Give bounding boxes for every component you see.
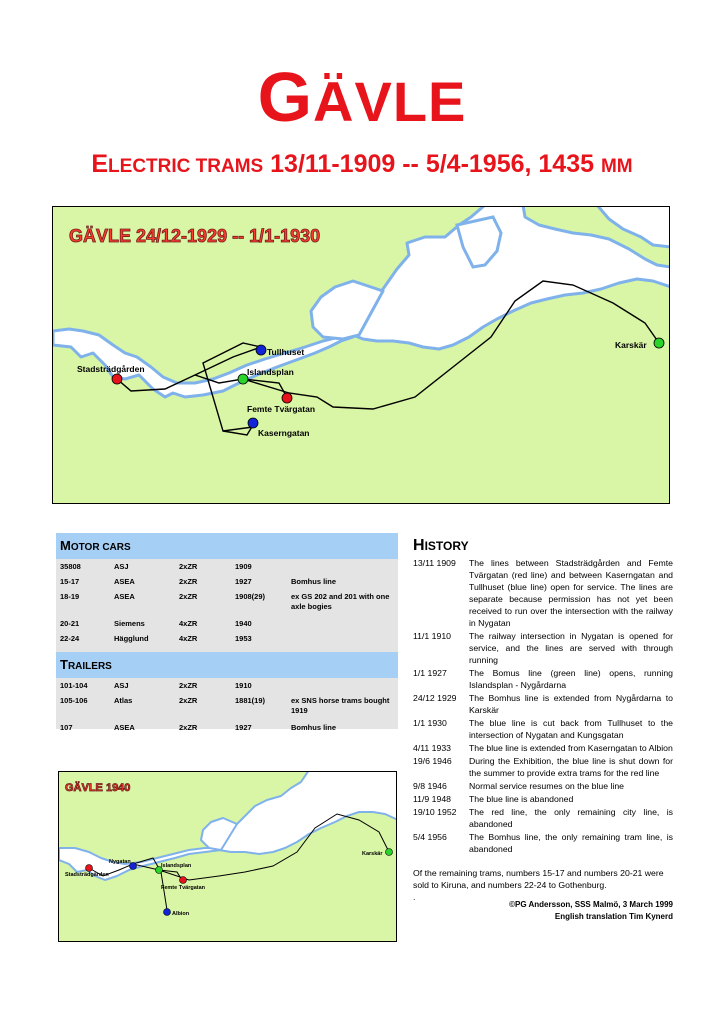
subtitle-e: E — [91, 150, 109, 178]
history-date: 1/1 1927 — [413, 668, 447, 678]
history-date: 19/6 1946 — [413, 756, 452, 766]
harbour-1940 — [219, 772, 397, 854]
table-row — [56, 693, 398, 720]
history-h-rest: ISTORY — [424, 539, 469, 553]
station-1940-islandsplan-label: Islandsplan — [161, 863, 192, 869]
page-subtitle — [0, 152, 724, 177]
station-karskar-dot — [654, 338, 664, 348]
station-1940-albion-dot — [164, 909, 171, 916]
cell-axles: 4xZR — [179, 634, 198, 643]
station-1940-karskar-dot — [386, 849, 393, 856]
cell-axles: 2xZR — [179, 696, 198, 705]
map-1929-svg — [53, 207, 670, 504]
history-date: 24/12 1929 — [413, 693, 457, 703]
map-1940-title: GÄVLE 1940 — [65, 782, 131, 794]
cell-axles: 2xZR — [179, 577, 198, 586]
harbour — [353, 207, 670, 349]
cell-axles: 2xZR — [179, 723, 198, 732]
map-1929-title: GÄVLE 24/12-1929 -- 1/1-1930 — [69, 226, 321, 246]
page-title — [0, 58, 724, 136]
table-row — [56, 589, 398, 616]
station-kaserngatan-dot — [248, 418, 258, 428]
history-text: The Bomhus line is extended from Nygårdarna to Karskär — [469, 693, 673, 715]
history-list — [413, 557, 673, 856]
station-1940-femte-label: Femte Tvärgatan — [161, 885, 206, 891]
history-text: The railway intersection in Nygatan is opened for service, and the lines are served with through running — [469, 631, 673, 665]
map-1940 — [58, 771, 397, 942]
motor-cars-h-rest: OTOR CARS — [70, 542, 131, 553]
history-text: The lines between Stadsträdgården and Femte Tvärgatan (red line) and between Kaserngatan and Tullhuset (blue line) open for service. The lines are separate because permission has not yet been received to run over the intersection with the railway in Nygatan — [469, 558, 673, 628]
station-femte-label: Femte Tvärgatan — [247, 404, 316, 414]
history-entry — [413, 780, 673, 792]
credits — [413, 899, 673, 923]
station-1940-stadstradgarden-label: Stadsträdgården — [65, 872, 109, 878]
cell-year: 1881(19) — [235, 696, 266, 705]
station-kaserngatan-label: Kaserngatan — [258, 428, 310, 438]
station-tullhuset-dot — [256, 345, 266, 355]
cell-maker: Hägglund — [114, 634, 149, 643]
cell-num: 35808 — [60, 562, 81, 571]
table-row — [56, 559, 398, 574]
map-1940-svg — [59, 772, 397, 942]
history-entry — [413, 717, 673, 741]
station-1940-stadstradgarden-dot — [86, 865, 93, 872]
station-femte-dot — [282, 393, 292, 403]
history-date: 11/1 1910 — [413, 631, 452, 641]
cell-note: Bomhus line — [291, 723, 337, 732]
cell-num: 20-21 — [60, 619, 80, 628]
cell-num: 15-17 — [60, 577, 80, 586]
station-1940-nygatan-label: Nygatan — [109, 859, 131, 865]
title-initial: G — [257, 58, 314, 136]
history-heading — [413, 537, 469, 555]
history-date: 5/4 1956 — [413, 832, 447, 842]
trailers-header — [56, 652, 398, 678]
trailers-h-first: T — [60, 657, 68, 672]
table-row — [56, 616, 398, 631]
cell-year: 1910 — [235, 681, 252, 690]
station-stadstradgarden-label: Stadsträdgården — [77, 364, 145, 374]
station-karskar-label: Karskär — [615, 340, 647, 350]
table-row — [56, 720, 398, 735]
history-entry — [413, 692, 673, 716]
motor-cars-h-first: M — [60, 538, 71, 553]
cell-num: 22-24 — [60, 634, 80, 643]
station-1940-albion-label: Albion — [172, 911, 190, 917]
cell-num: 101-104 — [60, 681, 88, 690]
cell-year: 1908(29) — [235, 592, 266, 601]
history-text: The red line, the only remaining city line, is abandoned — [469, 807, 673, 829]
credit-translator: English translation Tim Kynerd — [554, 912, 673, 921]
history-date: 9/8 1946 — [413, 781, 447, 791]
afterword-dot: . — [413, 892, 416, 902]
history-entry — [413, 667, 673, 691]
history-entry — [413, 557, 673, 629]
history-date: 11/9 1948 — [413, 794, 452, 804]
subtitle-mm: MM — [600, 156, 633, 177]
history-text: Normal service resumes on the blue line — [469, 781, 624, 791]
cell-year: 1927 — [235, 577, 252, 586]
cell-axles: 2xZR — [179, 681, 198, 690]
cell-num: 18-19 — [60, 592, 80, 601]
fleet-tables — [56, 533, 398, 732]
cell-num: 107 — [60, 723, 73, 732]
cell-axles: 2xZR — [179, 562, 198, 571]
history-entry — [413, 755, 673, 779]
cell-year: 1927 — [235, 723, 252, 732]
cell-year: 1909 — [235, 562, 252, 571]
history-afterword — [413, 867, 673, 903]
station-stadstradgarden-dot — [112, 374, 122, 384]
history-text: The Bomus line (green line) opens, running Islandsplan - Nygårdarna — [469, 668, 673, 690]
history-entry — [413, 793, 673, 805]
history-date: 1/1 1930 — [413, 718, 447, 728]
station-tullhuset-label: Tullhuset — [267, 347, 305, 357]
history-text: The blue line is cut back from Tullhuset to the intersection of Nygatan and Kungsgatan — [469, 718, 673, 740]
trailers-h-rest: RAILERS — [67, 661, 112, 672]
cell-maker: ASJ — [114, 681, 129, 690]
history-date: 19/10 1952 — [413, 807, 457, 817]
cell-axles: 4xZR — [179, 619, 198, 628]
credit-author: ©PG Andersson, SSS Malmö, 3 March 1999 — [509, 900, 673, 909]
history-date: 4/11 1933 — [413, 743, 452, 753]
cell-maker: ASEA — [114, 592, 135, 601]
cell-year: 1940 — [235, 619, 252, 628]
cell-maker: Siemens — [114, 619, 145, 628]
cell-axles: 2xZR — [179, 592, 198, 601]
history-h-first: H — [413, 537, 425, 554]
table-row — [56, 574, 398, 589]
cell-maker: ASEA — [114, 577, 135, 586]
table-row — [56, 678, 398, 693]
history-text: The Bomhus line, the only remaining tram line, is abandoned — [469, 832, 673, 854]
history-entry — [413, 630, 673, 666]
history-entry — [413, 742, 673, 754]
station-1940-femte-dot — [180, 877, 187, 884]
cell-note: Bomhus line — [291, 577, 337, 586]
subtitle-lectric: LECTRIC TRAMS — [108, 156, 264, 177]
cell-note: ex GS 202 and 201 with one axle bogies — [291, 592, 390, 611]
cell-year: 1953 — [235, 634, 252, 643]
motor-cars-header — [56, 533, 398, 559]
cell-num: 105-106 — [60, 696, 88, 705]
table-row — [56, 631, 398, 646]
title-rest: ÄVLE — [313, 70, 467, 133]
station-islandsplan-label: Islandsplan — [247, 367, 294, 377]
history-entry — [413, 831, 673, 855]
afterword-text: Of the remaining trams, numbers 15-17 and numbers 20-21 were sold to Kiruna, and numbers 22-24 to Gothenburg. — [413, 868, 664, 890]
cell-maker: ASJ — [114, 562, 129, 571]
history-text: The blue line is abandoned — [469, 794, 574, 804]
history-date: 13/11 1909 — [413, 558, 456, 568]
station-1940-karskar-label: Karskär — [362, 851, 383, 857]
cell-maker: Atlas — [114, 696, 133, 705]
map-1929 — [52, 206, 670, 504]
history-text: During the Exhibition, the blue line is shut down for the summer to provide extra trams for the red line — [469, 756, 673, 778]
cell-note: ex SNS horse trams bought 1919 — [291, 696, 390, 715]
history-entry — [413, 806, 673, 830]
cell-maker: ASEA — [114, 723, 135, 732]
subtitle-dates: 13/11-1909 -- 5/4-1956, 1435 — [270, 150, 595, 178]
history-text: The blue line is extended from Kaserngatan to Albion — [469, 743, 673, 753]
